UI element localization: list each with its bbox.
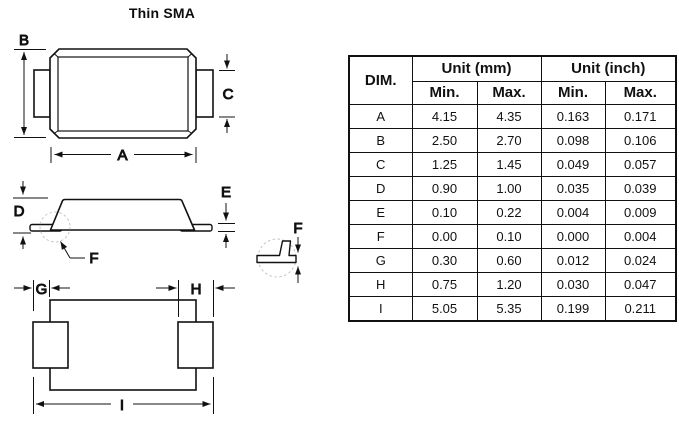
cell-mm-max: 4.35 — [477, 104, 541, 128]
cell-mm-max: 1.00 — [477, 176, 541, 200]
cell-inch-max: 0.106 — [605, 128, 676, 152]
detail-lead-foot — [257, 241, 296, 263]
cell-dim: A — [349, 104, 412, 128]
table-header-row-1 — [349, 56, 676, 81]
top-view-tab-right — [196, 70, 213, 117]
table-row — [349, 272, 676, 296]
cell-mm-min: 0.30 — [412, 248, 477, 272]
cell-mm-min: 0.75 — [412, 272, 477, 296]
cell-inch-min: 0.049 — [541, 152, 605, 176]
dim-label-f-side: F — [89, 250, 99, 267]
bottom-view-body — [50, 300, 196, 390]
dim-label-e: E — [220, 184, 232, 201]
dim-label-h: H — [190, 281, 202, 298]
table-row — [349, 128, 676, 152]
bottom-view-pad-left — [33, 322, 68, 368]
side-view-body — [51, 200, 195, 231]
header-unit-inch: Unit (inch) — [541, 56, 676, 81]
dim-f-callout — [61, 242, 86, 259]
dim-label-b: B — [18, 32, 30, 49]
cell-mm-min: 0.90 — [412, 176, 477, 200]
top-view-tab-left — [34, 70, 50, 117]
cell-mm-max: 1.20 — [477, 272, 541, 296]
cell-inch-max: 0.004 — [605, 224, 676, 248]
header-inch-min: Min. — [541, 81, 605, 104]
cell-inch-max: 0.039 — [605, 176, 676, 200]
dimensions-table — [348, 55, 677, 322]
table-row — [349, 152, 676, 176]
dim-label-c: C — [222, 86, 234, 103]
table-row — [349, 224, 676, 248]
lead-detail-view — [257, 220, 303, 283]
header-mm-max: Max. — [477, 81, 541, 104]
cell-mm-min: 2.50 — [412, 128, 477, 152]
header-inch-max: Max. — [605, 81, 676, 104]
dim-e — [218, 203, 235, 248]
dim-label-i: I — [119, 397, 125, 414]
cell-inch-max: 0.047 — [605, 272, 676, 296]
cell-inch-min: 0.030 — [541, 272, 605, 296]
cell-inch-min: 0.012 — [541, 248, 605, 272]
table-row — [349, 200, 676, 224]
cell-mm-max: 0.22 — [477, 200, 541, 224]
dim-label-d: D — [13, 203, 25, 220]
cell-inch-max: 0.211 — [605, 296, 676, 321]
header-mm-min: Min. — [412, 81, 477, 104]
cell-mm-max: 2.70 — [477, 128, 541, 152]
dim-label-f-detail: F — [293, 220, 303, 237]
top-view-body — [50, 49, 196, 138]
header-dim: DIM. — [349, 56, 412, 104]
dim-label-g: G — [35, 281, 48, 298]
cell-inch-max: 0.024 — [605, 248, 676, 272]
cell-dim: I — [349, 296, 412, 321]
cell-dim: B — [349, 128, 412, 152]
table-row — [349, 176, 676, 200]
top-view — [14, 32, 235, 164]
cell-mm-min: 0.00 — [412, 224, 477, 248]
cell-inch-min: 0.098 — [541, 128, 605, 152]
cell-mm-max: 0.60 — [477, 248, 541, 272]
cell-dim: G — [349, 248, 412, 272]
cell-inch-max: 0.057 — [605, 152, 676, 176]
bottom-view-pad-right — [178, 322, 213, 368]
cell-inch-min: 0.000 — [541, 224, 605, 248]
table-row — [349, 248, 676, 272]
cell-mm-max: 5.35 — [477, 296, 541, 321]
dim-label-a: A — [117, 147, 128, 164]
cell-mm-max: 1.45 — [477, 152, 541, 176]
cell-mm-max: 0.10 — [477, 224, 541, 248]
cell-mm-min: 1.25 — [412, 152, 477, 176]
cell-inch-max: 0.171 — [605, 104, 676, 128]
cell-dim: F — [349, 224, 412, 248]
cell-mm-min: 5.05 — [412, 296, 477, 321]
cell-dim: D — [349, 176, 412, 200]
cell-mm-min: 0.10 — [412, 200, 477, 224]
cell-inch-min: 0.004 — [541, 200, 605, 224]
cell-inch-min: 0.199 — [541, 296, 605, 321]
cell-dim: H — [349, 272, 412, 296]
bottom-view — [14, 280, 235, 414]
cell-inch-max: 0.009 — [605, 200, 676, 224]
cell-inch-min: 0.163 — [541, 104, 605, 128]
cell-dim: C — [349, 152, 412, 176]
side-view — [13, 181, 235, 267]
table-row — [349, 104, 676, 128]
cell-inch-min: 0.035 — [541, 176, 605, 200]
page-title: Thin SMA — [128, 5, 196, 21]
table-row — [349, 296, 676, 321]
header-unit-mm: Unit (mm) — [412, 56, 541, 81]
cell-mm-min: 4.15 — [412, 104, 477, 128]
cell-dim: E — [349, 200, 412, 224]
